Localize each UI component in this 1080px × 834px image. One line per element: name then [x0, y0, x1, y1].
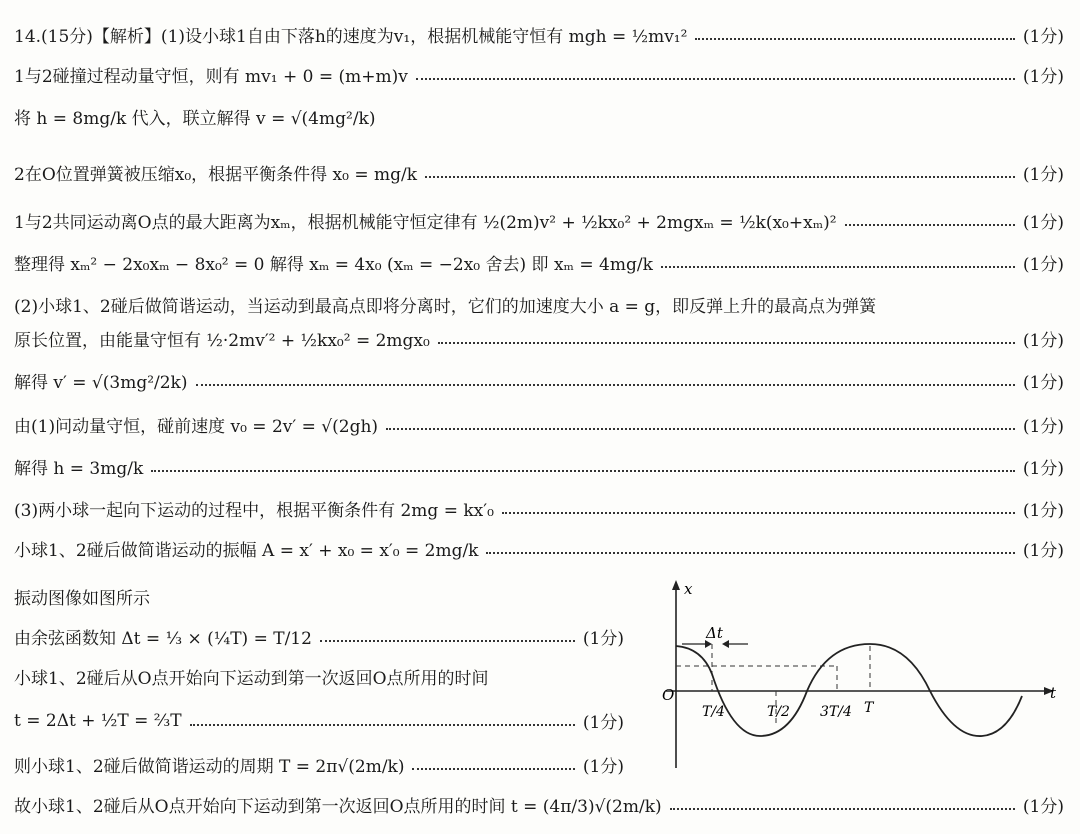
score-label: (1分) — [1022, 27, 1064, 47]
score-label: (1分) — [1022, 213, 1064, 233]
tick-label-t4: T/4 — [702, 704, 725, 720]
tick-label-3t4: 3T/4 — [820, 704, 852, 720]
solution-line-text: (2)小球1、2碰后做简谐运动，当运动到最高点即将分离时，它们的加速度大小 a = g，即反弹上升的最高点为弹簧 — [14, 297, 877, 317]
displacement-curve — [676, 644, 1022, 736]
leader-dots — [416, 78, 1015, 80]
solution-line — [14, 752, 624, 777]
leader-dots — [425, 176, 1015, 178]
leader-dots — [190, 724, 575, 726]
solution-line-text: 解得 v′ = √(3mg²/2k) — [14, 373, 188, 393]
solution-line-text: 1与2碰撞过程动量守恒，则有 mv₁ + 0 = (m+m)v — [14, 67, 408, 87]
solution-line — [14, 708, 624, 733]
leader-dots — [196, 384, 1015, 386]
solution-line — [14, 104, 1064, 129]
solution-line — [14, 208, 1064, 233]
leader-dots — [386, 428, 1015, 430]
solution-line-text: 由(1)问动量守恒，碰前速度 v₀ = 2v′ = √(2gh) — [14, 417, 379, 437]
y-axis-arrow — [672, 580, 680, 590]
solution-line — [14, 22, 1064, 47]
score-label: (1分) — [1022, 501, 1064, 521]
score-label: (1分) — [1022, 373, 1064, 393]
solution-line-text: 14.(15分)【解析】(1)设小球1自由下落h的速度为v₁，根据机械能守恒有 mgh = ½mv₁² — [14, 27, 688, 47]
solution-line — [14, 496, 1064, 521]
leader-dots — [320, 640, 575, 642]
score-label: (1分) — [582, 629, 624, 649]
leader-dots — [670, 808, 1015, 810]
solution-line — [14, 584, 624, 609]
solution-line-text: 则小球1、2碰后做简谐运动的周期 T = 2π√(2m/k) — [14, 757, 405, 777]
origin-label: O — [662, 686, 675, 704]
solution-line-text: t = 2Δt + ½T = ⅔T — [14, 710, 182, 731]
score-label: (1分) — [1022, 67, 1064, 87]
tick-label-t: T — [864, 700, 874, 716]
leader-dots — [845, 224, 1015, 226]
solution-line — [14, 664, 624, 689]
x-axis-label: t — [1050, 684, 1057, 702]
solution-line-text: 整理得 xₘ² − 2x₀xₘ − 8x₀² = 0 解得 xₘ = 4x₀ (xₘ = −2x₀ 舍去) 即 xₘ = 4mg/k — [14, 255, 653, 275]
y-axis-label: x — [684, 580, 693, 598]
solution-line-text: 小球1、2碰后做简谐运动的振幅 A = x′ + x₀ = x′₀ = 2mg/k — [14, 541, 479, 561]
solution-line-text: (3)两小球一起向下运动的过程中，根据平衡条件有 2mg = kx′₀ — [14, 501, 494, 521]
vibration-graph — [662, 576, 1062, 776]
solution-line-text: 2在O位置弹簧被压缩x₀，根据平衡条件得 x₀ = mg/k — [14, 165, 418, 185]
solution-line-text: 由余弦函数知 Δt = ⅓ × (¼T) = T/12 — [14, 629, 312, 649]
solution-line — [14, 292, 1064, 317]
solution-line — [14, 368, 1064, 393]
leader-dots — [502, 512, 1015, 514]
leader-dots — [661, 266, 1015, 268]
solution-line — [14, 250, 1064, 275]
score-label: (1分) — [1022, 459, 1064, 479]
score-label: (1分) — [1022, 331, 1064, 351]
solution-line-text: 将 h = 8mg/k 代入，联立解得 v = √(4mg²/k) — [14, 109, 376, 129]
leader-dots — [151, 470, 1015, 472]
solution-line — [14, 454, 1064, 479]
score-label: (1分) — [1022, 417, 1064, 437]
solution-line — [14, 62, 1064, 87]
solution-line-text: 解得 h = 3mg/k — [14, 459, 144, 479]
score-label: (1分) — [1022, 255, 1064, 275]
tick-label-t2: T/2 — [767, 704, 790, 720]
solution-line — [14, 412, 1064, 437]
leader-dots — [412, 768, 574, 770]
final-line-text: 故小球1、2碰后从O点开始向下运动到第一次返回O点所用的时间 t = (4π/3)√(2m/k) — [14, 797, 662, 817]
delta-arrow-right-head — [722, 640, 729, 648]
score-label: (1分) — [582, 713, 624, 733]
score-label: (1分) — [1022, 541, 1064, 561]
delta-t-label: Δt — [706, 624, 723, 642]
solution-line — [14, 160, 1064, 185]
solution-line — [14, 326, 1064, 351]
solution-line — [14, 624, 624, 649]
leader-dots — [486, 552, 1014, 554]
score-label: (1分) — [1022, 165, 1064, 185]
solution-line — [14, 536, 1064, 561]
final-line — [14, 792, 1064, 817]
leader-dots — [438, 342, 1015, 344]
score-label: (1分) — [1022, 797, 1064, 817]
score-label: (1分) — [582, 757, 624, 777]
solution-line-text: 原长位置，由能量守恒有 ½·2mv′² + ½kx₀² = 2mgx₀ — [14, 331, 430, 351]
solution-line-text: 振动图像如图所示 — [14, 589, 150, 609]
solution-line-text: 小球1、2碰后从O点开始向下运动到第一次返回O点所用的时间 — [14, 669, 489, 689]
leader-dots — [695, 38, 1014, 40]
solution-line-text: 1与2共同运动离O点的最大距离为xₘ，根据机械能守恒定律有 ½(2m)v² + ½kx₀² + 2mgxₘ = ½k(x₀+xₘ)² — [14, 213, 837, 233]
